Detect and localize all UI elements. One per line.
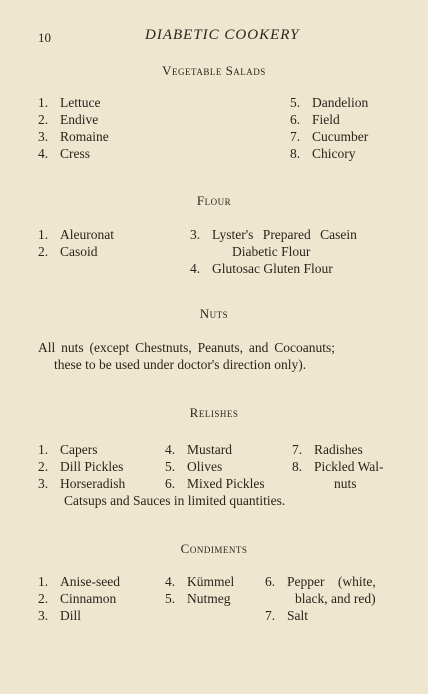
list-item [38,459,123,475]
item-label: Romaine [60,129,109,144]
list-item [165,574,234,590]
list-item [165,476,265,492]
item-label: Glutosac Gluten Flour [212,261,333,276]
item-number: 8. [290,146,301,161]
item-number: 1. [38,227,49,242]
item-number: 3. [38,608,49,623]
item-number: 6. [290,112,301,127]
list-item [38,146,90,162]
item-label: Anise-seed [60,574,120,589]
item-number: 4. [38,146,49,161]
item-label: Cinnamon [60,591,117,606]
running-head: DIABETIC COOKERY [145,27,300,43]
item-label: Lettuce [60,95,101,110]
list-item [165,591,231,607]
section-heading-condiments: Condiments [180,541,248,556]
item-number: 3. [38,129,49,144]
item-label: Chicory [312,146,356,161]
item-number: 1. [38,95,49,110]
item-label: Kümmel [187,574,235,589]
list-item [38,95,100,111]
item-number: 8. [292,459,303,474]
list-item [190,261,333,277]
list-item [292,459,384,475]
list-item [290,129,368,145]
item-label: Cucumber [312,129,369,144]
item-number: 6. [265,574,276,589]
item-label: Dill [60,608,82,623]
page-number: 10 [38,30,51,45]
list-item [165,442,232,458]
list-item [165,459,222,475]
item-number: 5. [165,459,176,474]
item-label: Salt [287,608,309,623]
item-number: 2. [38,244,49,259]
list-item [190,227,392,243]
item-label-continuation: nuts [334,476,357,491]
list-item [265,608,308,624]
item-number: 7. [265,608,276,623]
item-label: Casoid [60,244,98,259]
item-number: 1. [38,574,49,589]
item-label: Radishes [314,442,363,457]
list-item [38,129,109,145]
item-number: 4. [165,574,176,589]
list-item [38,112,98,128]
list-item [290,146,356,162]
item-number: 1. [38,442,49,457]
item-label: Endive [60,112,99,127]
list-item [38,591,116,607]
item-label: Field [312,112,340,127]
item-label: Mixed Pickles [187,476,265,491]
section-heading-nuts: Nuts [199,306,229,321]
relishes-note: Catsups and Sauces in limited quantities. [64,493,286,508]
list-item [265,574,376,590]
item-number: 3. [38,476,49,491]
list-item [292,442,363,458]
list-item [38,476,125,492]
item-number: 3. [190,227,201,242]
section-heading-flour: Flour [196,193,232,208]
item-number: 2. [38,112,49,127]
item-label: Lyster's Prepared Casein [212,227,357,242]
item-label: Pepper (white, [287,574,376,589]
item-label: Horseradish [60,476,126,491]
item-label: Capers [60,442,98,457]
item-label: Dill Pickles [60,459,124,474]
item-label: Nutmeg [187,591,231,606]
item-number: 5. [165,591,176,606]
paragraph-line: these to be used under doctor's direction only). [54,357,307,372]
item-label: Olives [187,459,223,474]
item-label-continuation: Diabetic Flour [232,244,311,259]
list-item [38,442,98,458]
item-label: Dandelion [312,95,369,110]
list-item [38,608,81,624]
list-item [290,95,368,111]
list-item [38,574,120,590]
item-number: 4. [165,442,176,457]
item-label: Pickled Wal- [314,459,384,474]
list-item [38,227,114,243]
item-label: Mustard [187,442,232,457]
section-heading-relishes: Relishes [189,405,239,420]
item-number: 5. [290,95,301,110]
item-number: 2. [38,459,49,474]
list-item [38,244,98,260]
item-number: 2. [38,591,49,606]
paragraph-line: All nuts (except Chestnuts, Peanuts, and Cocoanuts; [38,340,335,355]
item-number: 4. [190,261,201,276]
item-number: 6. [165,476,176,491]
item-number: 7. [292,442,303,457]
section-heading-vegetable-salads: Vegetable Salads [162,63,266,78]
item-number: 7. [290,129,301,144]
item-label: Aleuronat [60,227,114,242]
item-label-continuation: black, and red) [295,591,376,606]
item-label: Cress [60,146,90,161]
list-item [290,112,340,128]
